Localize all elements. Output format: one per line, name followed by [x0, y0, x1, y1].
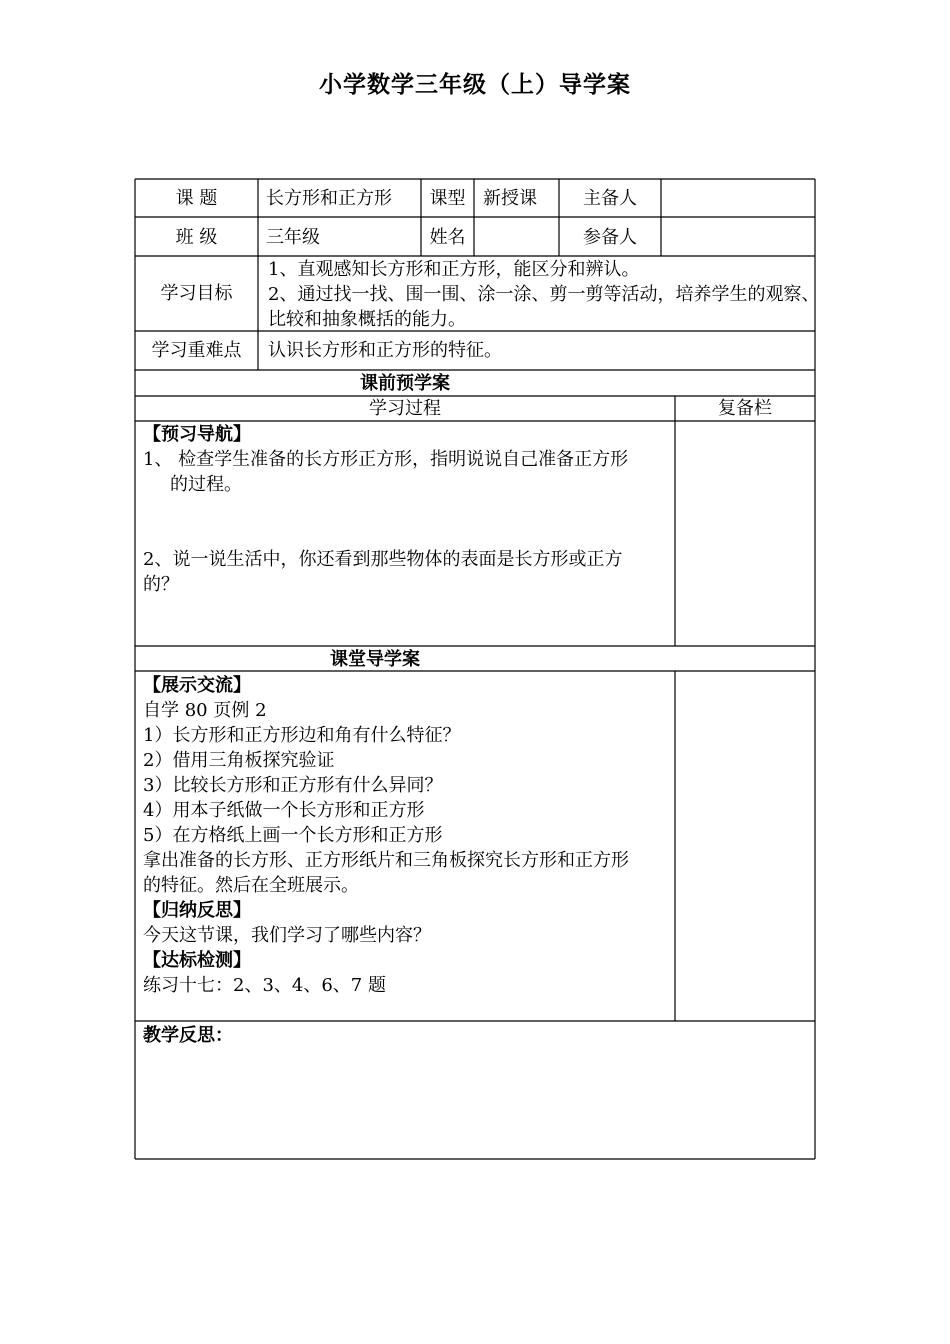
inclass-heading: 课堂导学案: [330, 649, 420, 670]
inclass-line: 的特征。然后在全班展示。: [143, 875, 359, 896]
type-value: 新授课: [483, 188, 537, 209]
inclass-line: 2）借用三角板探究验证: [143, 750, 335, 771]
inclass-line: 4）用本子纸做一个长方形和正方形: [143, 800, 425, 821]
type-label: 课型: [429, 188, 466, 209]
class-value: 三年级: [266, 227, 320, 248]
class-label: 班 级: [175, 227, 218, 248]
show-heading: 【展示交流】: [143, 675, 251, 696]
preparer-label: 主备人: [583, 188, 637, 209]
preview-item-2: 2、说一说生活中，你还看到那些物体的表面是长方形或正方: [143, 549, 623, 570]
summary-heading: 【归纳反思】: [143, 900, 251, 921]
objective-line: 1、直观感知长方形和正方形，能区分和辨认。: [268, 259, 640, 280]
reflection-label: 教学反思：: [143, 1025, 233, 1046]
key-points-label: 学习重难点: [151, 340, 242, 361]
objectives-label: 学习目标: [160, 283, 233, 304]
process-label: 学习过程: [369, 398, 441, 419]
key-points-value: 认识长方形和正方形的特征。: [268, 340, 502, 361]
preclass-heading: 课前预学案: [360, 373, 450, 394]
preview-item-1: 1、 检查学生准备的长方形正方形，指明说说自己准备正方形: [143, 449, 629, 470]
inclass-line: 1）长方形和正方形边和角有什么特征？: [143, 725, 461, 746]
test-text: 练习十七：2、3、4、6、7 题: [143, 975, 386, 996]
inclass-line: 3）比较长方形和正方形有什么异同？: [143, 775, 443, 796]
co-preparer-label: 参备人: [583, 227, 637, 248]
page-title: 小学数学三年级（上）导学案: [319, 72, 631, 98]
review-label: 复备栏: [718, 398, 772, 419]
preview-item-1-cont: 的过程。: [170, 474, 242, 495]
name-label: 姓名: [429, 227, 466, 248]
summary-text: 今天这节课，我们学习了哪些内容？: [143, 925, 431, 946]
objective-line: 比较和抽象概括的能力。: [268, 309, 466, 330]
objective-line: 2、通过找一找、围一围、涂一涂、剪一剪等活动，培养学生的观察、: [268, 284, 820, 305]
topic-value: 长方形和正方形: [266, 188, 392, 209]
test-heading: 【达标检测】: [143, 950, 251, 971]
inclass-line: 5）在方格纸上画一个长方形和正方形: [143, 825, 443, 846]
preview-nav-heading: 【预习导航】: [143, 424, 251, 445]
topic-label: 课 题: [175, 188, 218, 209]
inclass-line: 自学 80 页例 2: [143, 700, 267, 721]
preview-item-2-cont: 的？: [143, 574, 179, 595]
inclass-line: 拿出准备的长方形、正方形纸片和三角板探究长方形和正方形: [143, 850, 629, 871]
